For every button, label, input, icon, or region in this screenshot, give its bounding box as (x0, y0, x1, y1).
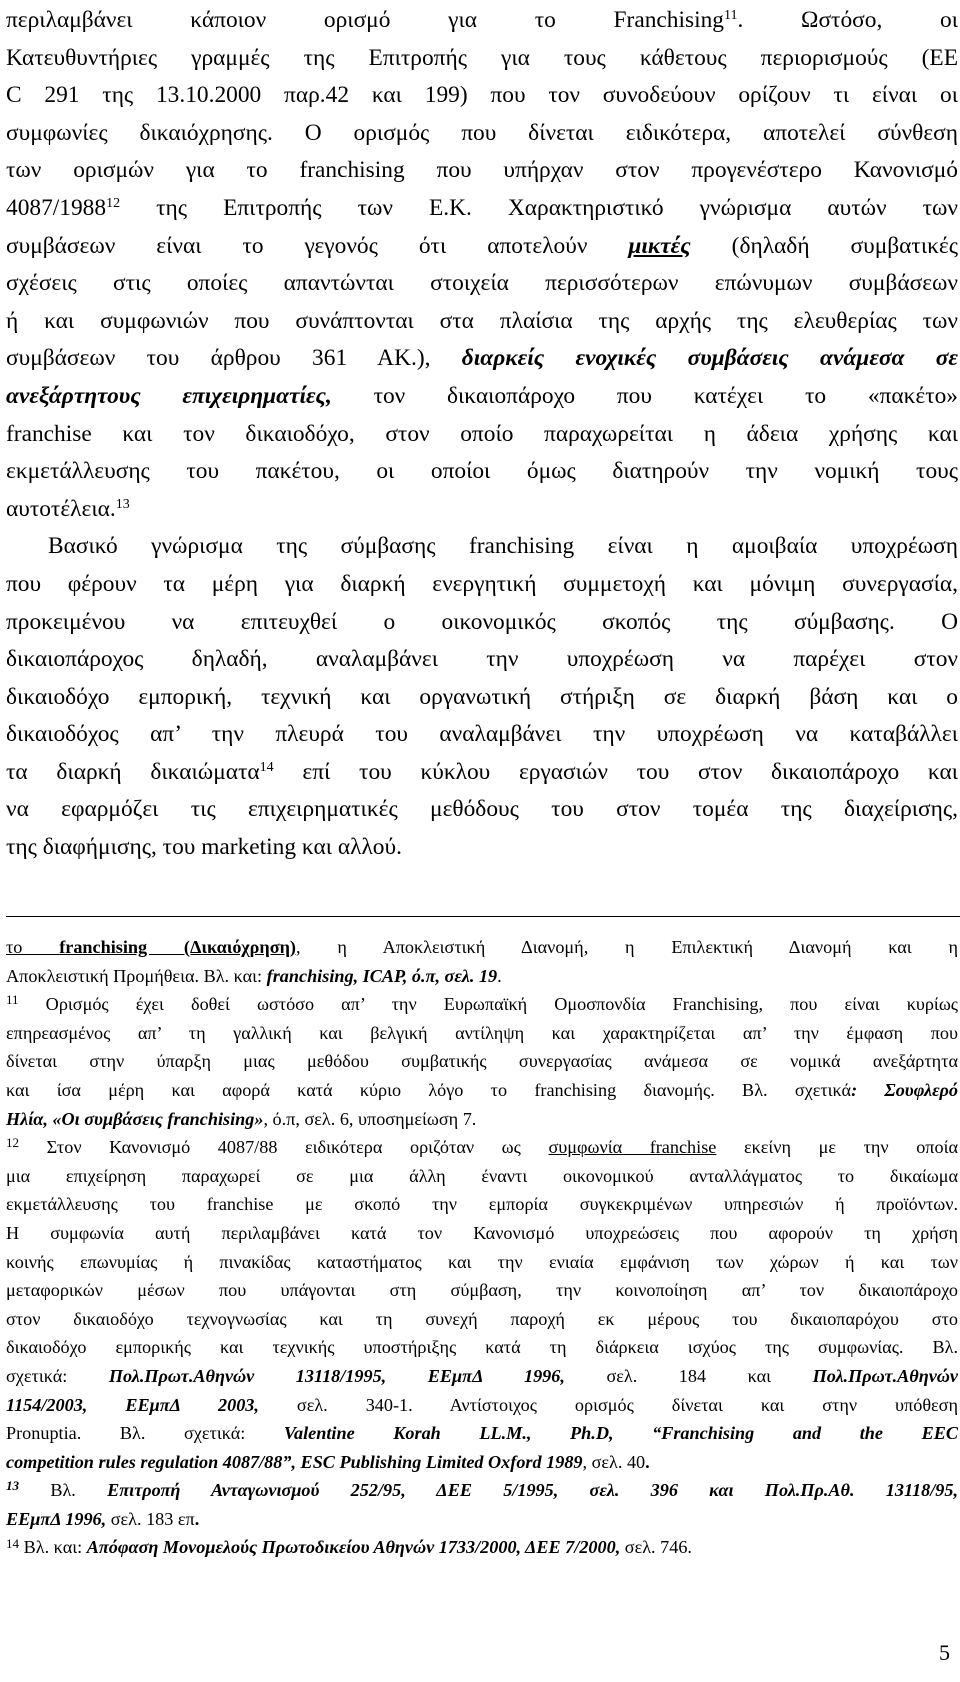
footnote-line: $^{11}$ Ορισμός έχει δοθεί ωστόσο απ’ την Ευρωπαϊκή Ομοσπονδία Franchising, που είναι κυρίως (6, 992, 958, 1015)
footnote-line: μια επιχείρηση παραχωρεί σε μια άλλη έναντι οικονομικού ανταλλάγματος το δικαίωμα (6, 1165, 958, 1186)
text-line: τα διαρκή δικαιώματα$^{14}$ επί του κύκλου εργασιών του στον δικαιοπάροχο και (6, 758, 958, 785)
footnote-line: μεταφορικών μέσων που υπάγονται στη σύμβαση, την κοινοποίηση απ’ τον δικαιοπάροχο (6, 1280, 958, 1301)
citation: Ηλία, «Οι συμβάσεις franchising» (6, 1108, 264, 1129)
defined-term: συμφωνία franchise (548, 1137, 717, 1158)
citation: competition rules regulation 4087/88”, ESC Publishing Limited Oxford 1989 (6, 1451, 583, 1472)
text-line: συμβάσεων είναι το γεγονός ότι αποτελούν μικτές (δηλαδή συμβατικές (6, 232, 958, 259)
footnote-line: το franchising (Δικαιόχρηση), η Αποκλειστική Διανομή, η Επιλεκτική Διανομή και η (6, 937, 958, 957)
footnote-line: στον δικαιοδόχο τεχνογνωσίας και τη συνεχή παροχή εκ μέρους του δικαιοπαρόχου στο (6, 1308, 958, 1329)
text-line: ή και συμφωνιών που συνάπτονται στα πλαίσια της αρχής της ελευθερίας των (6, 307, 958, 334)
text-line: ανεξάρτητους επιχειρηματίες, τον δικαιοπάροχο που κατέχει το «πακέτο» (6, 382, 958, 409)
footnote-continued (6, 933, 958, 990)
citation: franchising, ICAP, ό.π, σελ. 19 (266, 965, 498, 986)
footnote-line: $^{13}$ Βλ. Επιτροπή Ανταγωνισμού 252/95, ΔΕΕ 5/1995, σελ. 396 και Πολ.Πρ.Αθ. 13118/95, (6, 1478, 959, 1501)
text-line: συμβάσεων του άρθρου 361 ΑΚ.), διαρκείς ενοχικές συμβάσεις ανάμεσα σε (6, 345, 958, 372)
footnote-number: 11 (6, 992, 19, 1008)
footnote-line: $^{14}$ Βλ. και: Απόφαση Μονομελούς Πρωτοδικείου Αθηνών 1733/2000, ΔΕΕ 7/2000, σελ. 746. (6, 1535, 692, 1558)
footnote-line: Pronuptia. Βλ. σχετικά: Valentine Korah LL.M., Ph.D, “Franchising and the EEC (6, 1423, 958, 1444)
citation: Valentine Korah LL.M., Ph.D, “Franchising and the EEC (283, 1423, 958, 1444)
footnote-ref-12[interactable]: 12 (106, 195, 121, 212)
text-line: αυτοτέλεια.$^{13}$ (6, 495, 130, 522)
citation: : Σουφλερό (851, 1079, 958, 1100)
text-line: 4087/1988$^{12}$ της Επιτροπής των Ε.Κ. Χαρακτηριστικό γνώρισμα αυτών των (6, 194, 958, 221)
citation: Πολ.Πρωτ.Αθηνών (812, 1365, 958, 1386)
text-line: συμφωνίες δικαιόχρησης. Ο ορισμός που δίνεται ειδικότερα, αποτελεί σύνθεση (6, 119, 958, 146)
footnote-line: και ίσα μέρη και αφορά κατά κύριο λόγο το franchising διανομής. Βλ. σχετικά: Σουφλερό (6, 1079, 958, 1100)
text-line: δικαιοπάροχος δηλαδή, αναλαμβάνει την υποχρέωση να παρέχει στον (6, 646, 958, 673)
paragraph-1 (6, 2, 958, 528)
footnote-line: εκμετάλλευσης του franchise με σκοπό την εμπορία συγκεκριμένων υπηρεσιών ή προϊόντων. (6, 1194, 958, 1215)
text-line: δικαιοδόχος απ’ την πλευρά του αναλαμβάνει την υποχρέωση να καταβάλλει (6, 721, 958, 748)
citation: Επιτροπή Ανταγωνισμού 252/95, ΔΕΕ 5/1995, σελ. 396 και Πολ.Πρ.Αθ. 13118/95, (107, 1480, 959, 1501)
footnote-line: Η συμφωνία αυτή περιλαμβάνει κατά τον Κανονισμό υποχρεώσεις που αφορούν τη χρήση (6, 1222, 958, 1243)
text-line: εκμετάλλευσης του πακέτου, οι οποίοι όμως διατηρούν την νομική τους (6, 458, 958, 485)
footnote-line: Ηλία, «Οι συμβάσεις franchising», ό.π, σελ. 6, υποσημείωση 7. (6, 1108, 477, 1129)
citation: Απόφαση Μονομελούς Πρωτοδικείου Αθηνών 1733/2000, ΔΕΕ 7/2000, (86, 1537, 621, 1558)
footnote-line: δίνεται στην ύπαρξη μιας μεθόδου συμβατικής συνεργασίας ανάμεσα σε νομικά ανεξάρτητα (6, 1051, 958, 1072)
footnote-13 (6, 1476, 958, 1533)
emphasis-independent-entrepreneurs: ανεξάρτητους επιχειρηματίες, (6, 382, 332, 409)
paragraph-2 (6, 528, 958, 866)
text-line: περιλαμβάνει κάποιον ορισμό για το Franchising$^{11}$. Ωστόσο, οι (6, 7, 958, 33)
text-line: C 291 της 13.10.2000 παρ.42 και 199) που τον συνοδεύουν ορίζουν τι είναι οι (6, 82, 958, 109)
footnote-ref-14[interactable]: 14 (259, 759, 274, 776)
emphasis-mixed: μικτές (628, 232, 691, 259)
text-line: σχέσεις στις οποίες απαντώνται στοιχεία περισσότερων επώνυμων συμβάσεων (6, 270, 958, 297)
text-line: προκειμένου να επιτευχθεί ο οικονομικός σκοπός της σύμβασης. Ο (6, 608, 958, 635)
text-line: Βασικό γνώρισμα της σύμβασης franchising είναι η αμοιβαία υποχρέωση (48, 533, 958, 560)
footnotes (6, 933, 958, 1562)
footnote-line: 1154/2003, ΕΕμπΔ 2003, σελ. 340-1. Αντίστοιχος ορισμός δίνεται και στην υπόθεση (6, 1394, 958, 1415)
footnote-line: Αποκλειστική Προμήθεια. Βλ. και: franchising, ICAP, ό.π, σελ. 19. (6, 965, 502, 986)
text-line: που φέρουν τα μέρη για διαρκή ενεργητική συμμετοχή και μόνιμη συνεργασία, (6, 570, 958, 597)
footnote-line: competition rules regulation 4087/88”, ESC Publishing Limited Oxford 1989, σελ. 40. (6, 1451, 650, 1472)
footnote-line: σχετικά: Πολ.Πρωτ.Αθηνών 13118/1995, ΕΕμπΔ 1996, σελ. 184 και Πολ.Πρωτ.Αθηνών (6, 1365, 958, 1386)
footnote-12 (6, 1133, 958, 1476)
footnote-line: $^{12}$ Στον Κανονισμό 4087/88 ειδικότερα οριζόταν ως συμφωνία franchise εκείνη με την οποία (6, 1135, 958, 1158)
citation: 1154/2003, ΕΕμπΔ 2003, (6, 1394, 259, 1415)
emphasis-durable-contracts: διαρκείς ενοχικές συμβάσεις ανάμεσα σε (461, 345, 958, 372)
body-text (6, 2, 958, 867)
footnote-11 (6, 990, 958, 1133)
text-line: franchise και τον δικαιοδόχο, στον οποίο παραχωρείται η άδεια χρήσης και (6, 420, 958, 447)
footnote-line: ΕΕμπΔ 1996, σελ. 183 επ. (6, 1508, 200, 1529)
text-line: να εφαρμόζει τις επιχειρηματικές μεθόδους του στον τομέα της διαχείρισης, (6, 796, 958, 823)
franchising-term: franchising (Δικαιόχρηση) (59, 937, 296, 957)
footnote-number: 14 (6, 1535, 20, 1551)
footnote-line: δικαιοδόχο εμπορικής και τεχνικής υποστήριξης κατά τη διάρκεια ισχύος της συμφωνίας. Βλ. (6, 1337, 958, 1358)
footnote-number: 12 (6, 1135, 20, 1151)
text-line: δικαιοδόχο εμπορική, τεχνική και οργανωτική στήριξη σε διαρκή βάση και ο (6, 683, 958, 710)
citation: ΕΕμπΔ 1996, (6, 1508, 107, 1529)
text-line: της διαφήμισης, του marketing και αλλού. (6, 834, 402, 861)
footnote-separator (6, 916, 960, 917)
footnote-14 (6, 1533, 958, 1562)
text-line: Κατευθυντήριες γραμμές της Επιτροπής για τους κάθετους περιορισμούς (ΕΕ (6, 44, 958, 71)
footnote-line: επηρεασμένος απ’ τη γαλλική και βελγική αντίληψη και χαρακτηρίζεται απ’ την έμφαση που (6, 1022, 958, 1043)
text-line: των ορισμών για το franchising που υπήρχαν στον προγενέστερο Κανονισμό (6, 157, 958, 184)
citation: Πολ.Πρωτ.Αθηνών 13118/1995, ΕΕμπΔ 1996, (108, 1365, 565, 1386)
footnote-ref-11[interactable]: 11 (723, 7, 738, 24)
footnote-ref-13[interactable]: 13 (115, 496, 130, 512)
footnote-number: 13 (6, 1478, 20, 1494)
footnote-line: κοινής επωνυμίας ή πινακίδας καταστήματος και την ενιαία εμφάνιση των χώρων ή και των (6, 1251, 958, 1272)
page-number: 5 (939, 1640, 950, 1665)
